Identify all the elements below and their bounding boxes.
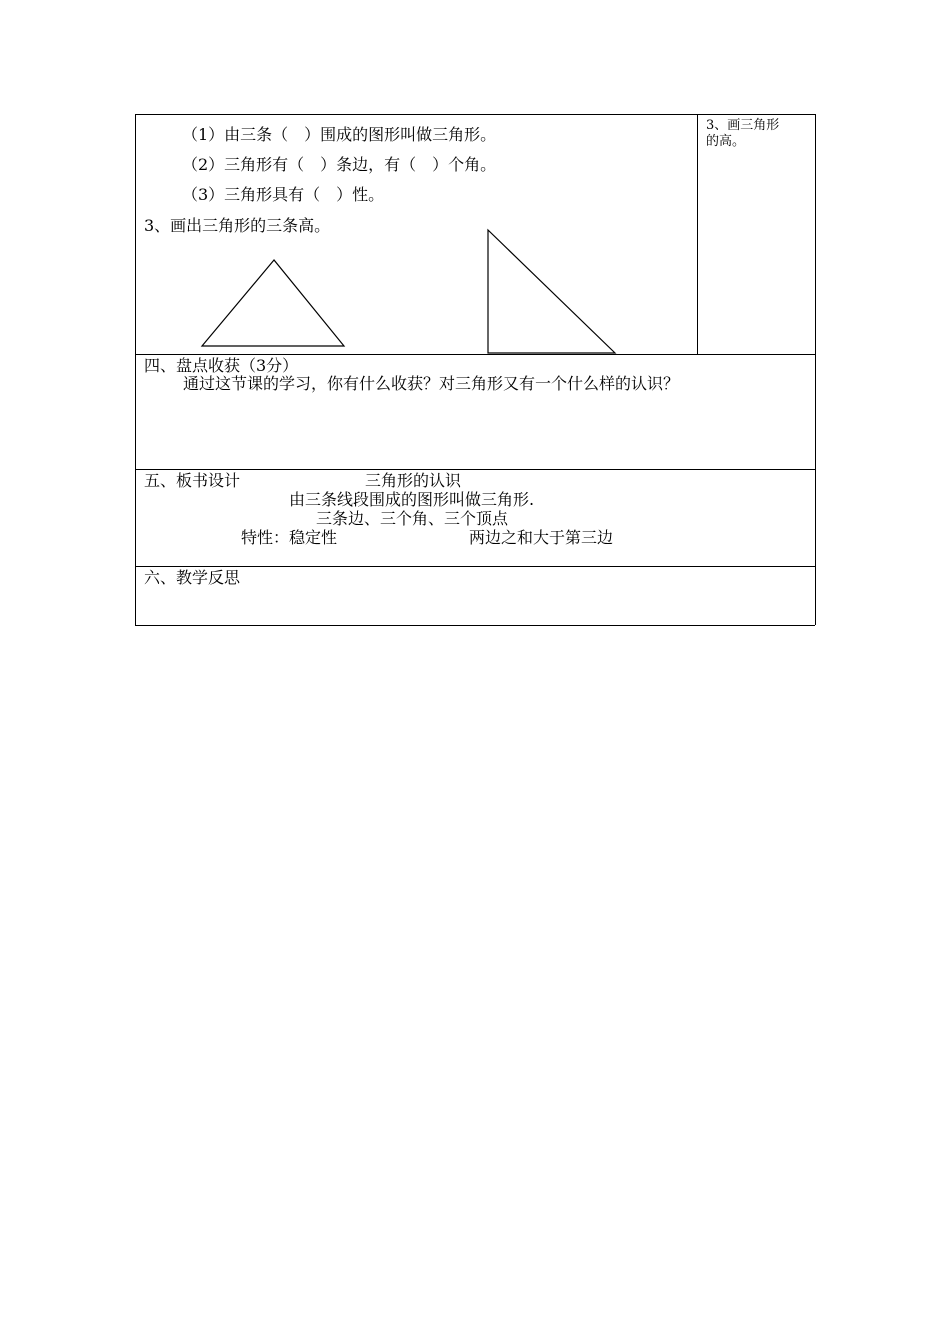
section-5-heading: 五、板书设计 bbox=[144, 471, 241, 490]
board-elements: 三条边、三个角、三个顶点 bbox=[316, 509, 509, 528]
question-1: （1）由三条（ ）围成的图形叫做三角形。 bbox=[182, 125, 497, 144]
board-property: 特性：稳定性 bbox=[241, 528, 338, 547]
section-6-heading: 六、教学反思 bbox=[144, 568, 241, 587]
board-rule: 两边之和大于第三边 bbox=[469, 528, 614, 547]
board-definition: 由三条线段围成的图形叫做三角形. bbox=[289, 490, 535, 509]
draw-heights-task: 3、画出三角形的三条高。 bbox=[144, 216, 331, 235]
reflection-prompt: 通过这节课的学习，你有什么收获？对三角形又有一个什么样的认识？ bbox=[183, 374, 680, 393]
table-border-bottom bbox=[135, 625, 815, 626]
board-title: 三角形的认识 bbox=[365, 471, 462, 490]
side-note-line-1: 3、画三角形 bbox=[706, 118, 780, 133]
table-divider-3 bbox=[135, 566, 815, 567]
question-2: （2）三角形有（ ）条边，有（ ）个角。 bbox=[182, 155, 497, 174]
section-4-heading: 四、盘点收获（3分） bbox=[144, 356, 299, 375]
side-note-line-2: 的高。 bbox=[706, 134, 746, 149]
table-divider-2 bbox=[135, 469, 815, 470]
right-triangle bbox=[0, 0, 950, 400]
question-3: （3）三角形具有（ ）性。 bbox=[182, 185, 385, 204]
